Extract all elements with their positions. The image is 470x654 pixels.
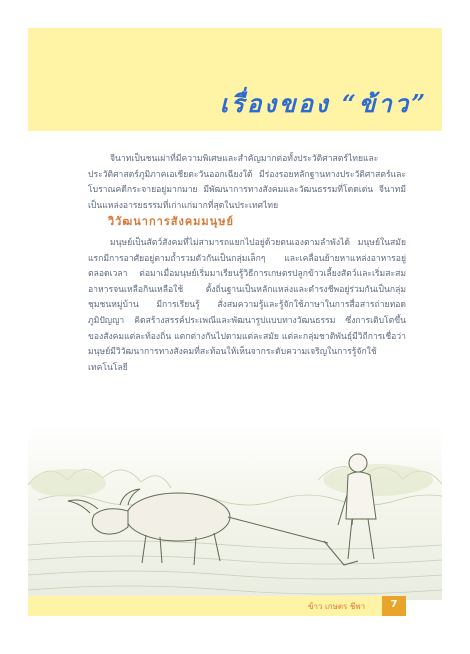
footer-label: ข้าว เกษตร ชีพา xyxy=(308,602,366,611)
page-title: เรื่องของ “ข้าว” xyxy=(219,89,428,118)
section-paragraph: มนุษย์เป็นสัตว์สังคมที่ไม่สามารถแยกไปอยู่ด้วยตนเองตามลำพังได้ มนุษย์ในสมัยแรกมีการอาศัยอยู่ตามถ้ำรวมตัวกันเป็นกลุ่มเล็กๆ และเคลื่อนย้ายหาแหล่งอาหารอยู่ตลอดเวลา ต่อมาเมื่อมนุษย์เริ่มมาเรียนรู้วิธีการเกษตรปลูกข้าวเลี้ยงสัตว์และเริ่มสะสมอาหารจนเหลือกินเหลือใช้ ตั้งถิ่นฐานเป็นหลักแหล่งและดำรงชีพอยู่ร่วมกันเป็นกลุ่มชุมชนหมู่บ้าน มีการเรียนรู้ สั่งสมความรู้และรู้จักใช้ภาษาในการสื่อสารถ่ายทอดภูมิปัญญา คิดสร้างสรรค์ประเพณีและพัฒนารูปแบบทางวัฒนธรรม ซึ่งการเติบโตขึ้นของสังคมแต่ละท้องถิ่น แตกต่างกันไปตามแต่ละสมัย แต่ละกลุ่มชาติพันธุ์มีวิถีการเชื่อว่ามนุษย์มีวิวัฒนาการทางสังคมที่สะท้อนให้เห็นจากระดับความเจริญในการรู้จักใช้เทคโนโลยี xyxy=(88,238,406,373)
plowing-illustration xyxy=(28,425,442,600)
page-number: 7 xyxy=(390,599,398,610)
section-heading: วิวัฒนาการสังคมมนุษย์ xyxy=(108,215,234,228)
intro-paragraph: จีนาทเป็นชนเผ่าที่มีความพิเศษและสำคัญมากต่อทั้งประวัติศาสตร์ไทยและประวัติศาสตร์ภูมิภาคเอเชียตะวันออกเฉียงใต้ มีร่องรอยหลักฐานทางประวัติศาสตร์และโบราณคดีกระจายอยู่มากมาย มีพัฒนาการทางสังคมและวัฒนธรรมที่โดดเด่น จีนาทมีเป็นแหล่งอารยธรรมที่เก่าแก่มากที่สุดในประเทศไทย xyxy=(88,154,406,211)
